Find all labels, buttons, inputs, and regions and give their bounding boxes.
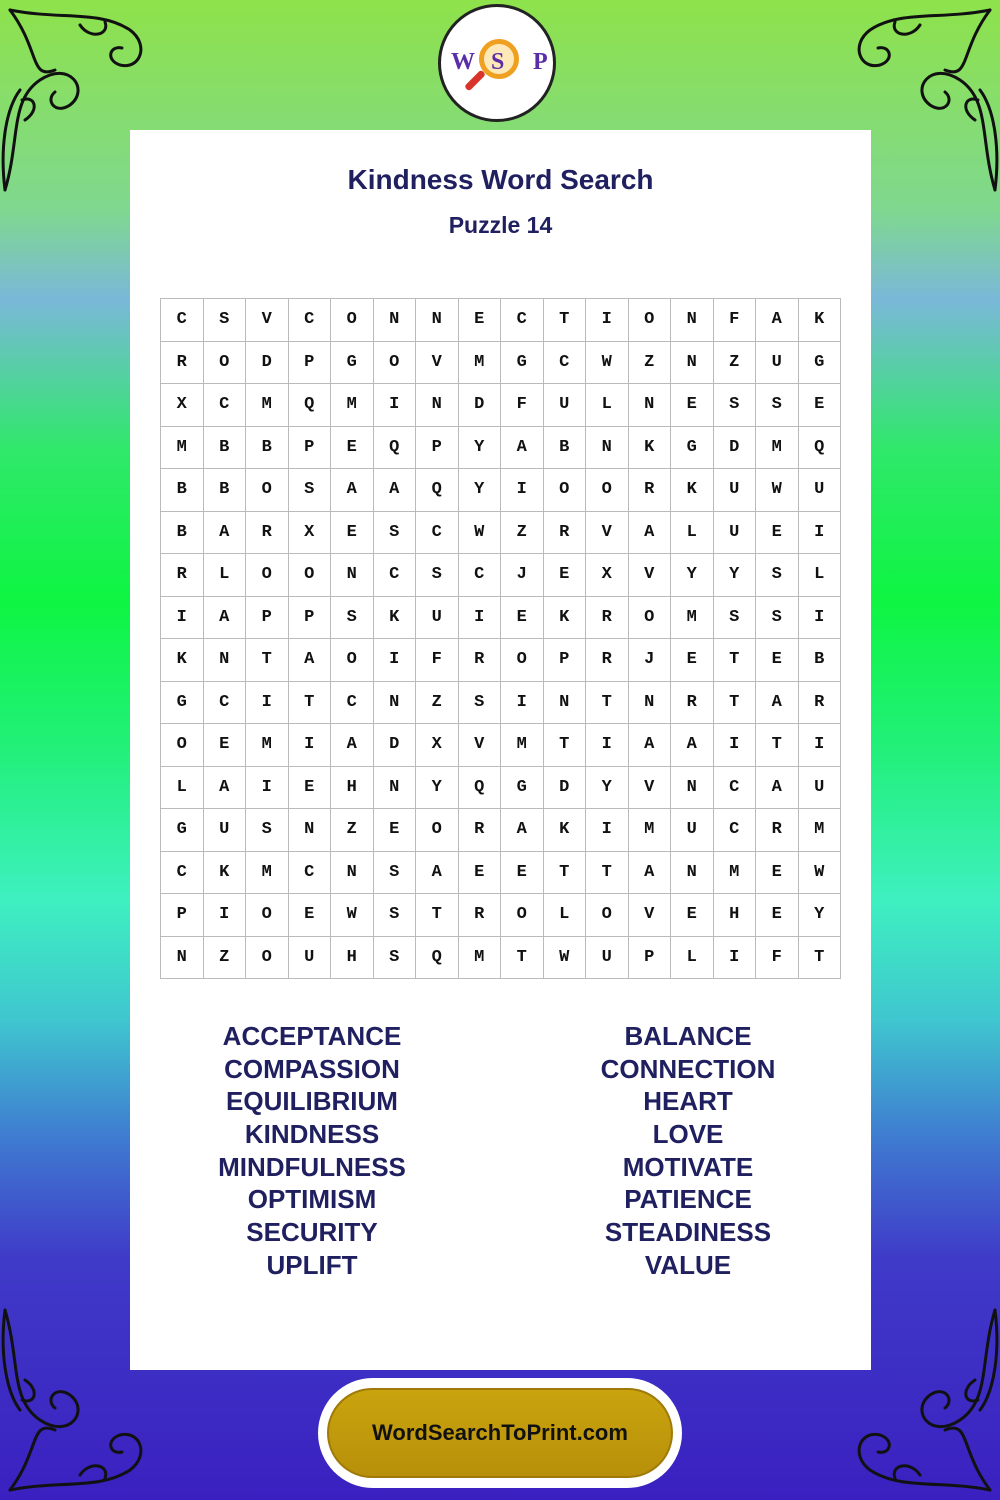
grid-cell: L <box>161 767 204 810</box>
grid-cell: A <box>756 299 799 342</box>
word-list-right <box>538 1020 838 1282</box>
grid-cell: O <box>204 342 247 385</box>
grid-cell: V <box>459 724 502 767</box>
grid-cell: G <box>161 682 204 725</box>
grid-cell: Y <box>586 767 629 810</box>
grid-cell: I <box>714 724 757 767</box>
grid-cell: S <box>374 937 417 980</box>
footer-text: WordSearchToPrint.com <box>372 1420 628 1445</box>
grid-cell: C <box>289 299 332 342</box>
grid-cell: F <box>756 937 799 980</box>
grid-cell: T <box>289 682 332 725</box>
grid-cell: X <box>161 384 204 427</box>
grid-cell: A <box>756 767 799 810</box>
grid-cell: R <box>671 682 714 725</box>
grid-cell: E <box>671 894 714 937</box>
grid-cell: R <box>246 512 289 555</box>
grid-cell: C <box>459 554 502 597</box>
grid-cell: K <box>544 809 587 852</box>
word-list-left <box>162 1020 462 1282</box>
grid-cell: U <box>586 937 629 980</box>
grid-cell: L <box>671 937 714 980</box>
grid-cell: E <box>756 512 799 555</box>
grid-cell: F <box>714 299 757 342</box>
word-list-item: LOVE <box>652 1119 724 1150</box>
grid-cell: Z <box>416 682 459 725</box>
grid-cell: G <box>799 342 842 385</box>
grid-cell: U <box>714 469 757 512</box>
grid-cell: C <box>501 299 544 342</box>
grid-cell: E <box>501 597 544 640</box>
grid-cell: S <box>459 682 502 725</box>
grid-cell: A <box>756 682 799 725</box>
grid-cell: D <box>714 427 757 470</box>
grid-cell: M <box>671 597 714 640</box>
grid-cell: M <box>501 724 544 767</box>
grid-cell: M <box>246 724 289 767</box>
grid-cell: O <box>501 894 544 937</box>
grid-cell: Y <box>416 767 459 810</box>
grid-cell: V <box>629 767 672 810</box>
grid-cell: R <box>161 342 204 385</box>
grid-cell: L <box>204 554 247 597</box>
grid-cell: P <box>544 639 587 682</box>
grid-cell: N <box>374 299 417 342</box>
word-list-item: HEART <box>643 1086 733 1117</box>
grid-cell: C <box>289 852 332 895</box>
grid-cell: B <box>246 427 289 470</box>
grid-cell: O <box>586 469 629 512</box>
grid-cell: U <box>204 809 247 852</box>
grid-cell: W <box>799 852 842 895</box>
grid-cell: B <box>204 469 247 512</box>
grid-cell: I <box>586 299 629 342</box>
grid-cell: F <box>416 639 459 682</box>
grid-cell: Q <box>459 767 502 810</box>
grid-cell: C <box>204 682 247 725</box>
grid-cell: T <box>799 937 842 980</box>
grid-cell: K <box>544 597 587 640</box>
grid-cell: N <box>374 767 417 810</box>
grid-cell: T <box>756 724 799 767</box>
word-list-item: PATIENCE <box>624 1184 752 1215</box>
grid-cell: A <box>204 512 247 555</box>
grid-cell: Y <box>714 554 757 597</box>
grid-cell: N <box>586 427 629 470</box>
grid-cell: N <box>671 852 714 895</box>
grid-cell: C <box>331 682 374 725</box>
grid-cell: Z <box>331 809 374 852</box>
grid-cell: I <box>459 597 502 640</box>
grid-cell: J <box>501 554 544 597</box>
grid-cell: R <box>459 639 502 682</box>
grid-cell: T <box>501 937 544 980</box>
grid-cell: I <box>586 724 629 767</box>
grid-cell: E <box>331 427 374 470</box>
grid-cell: J <box>629 639 672 682</box>
grid-cell: M <box>459 937 502 980</box>
grid-cell: U <box>799 767 842 810</box>
grid-cell: H <box>331 767 374 810</box>
grid-cell: T <box>714 639 757 682</box>
word-list-item: CONNECTION <box>600 1053 776 1084</box>
grid-cell: Y <box>799 894 842 937</box>
grid-cell: T <box>544 724 587 767</box>
grid-cell: I <box>501 682 544 725</box>
grid-cell: P <box>416 427 459 470</box>
grid-cell: O <box>289 554 332 597</box>
grid-cell: R <box>586 639 629 682</box>
grid-cell: Q <box>416 937 459 980</box>
grid-cell: O <box>246 469 289 512</box>
grid-cell: R <box>459 894 502 937</box>
grid-cell: W <box>331 894 374 937</box>
grid-cell: M <box>714 852 757 895</box>
grid-cell: N <box>671 299 714 342</box>
grid-cell: I <box>501 469 544 512</box>
grid-cell: K <box>671 469 714 512</box>
word-list-item: MOTIVATE <box>622 1151 754 1182</box>
grid-cell: T <box>246 639 289 682</box>
grid-cell: H <box>331 937 374 980</box>
grid-cell: Z <box>204 937 247 980</box>
grid-cell: R <box>629 469 672 512</box>
grid-cell: M <box>246 852 289 895</box>
grid-cell: L <box>586 384 629 427</box>
grid-cell: A <box>629 852 672 895</box>
grid-cell: C <box>161 852 204 895</box>
grid-cell: D <box>459 384 502 427</box>
grid-cell: D <box>374 724 417 767</box>
grid-cell: I <box>374 384 417 427</box>
grid-cell: C <box>714 809 757 852</box>
puzzle-sheet <box>130 130 871 1370</box>
grid-cell: M <box>246 384 289 427</box>
grid-cell: T <box>586 682 629 725</box>
word-list-item: SECURITY <box>246 1217 378 1248</box>
grid-cell: E <box>671 384 714 427</box>
grid-cell: E <box>501 852 544 895</box>
grid-cell: M <box>161 427 204 470</box>
grid-cell: O <box>374 342 417 385</box>
grid-cell: E <box>374 809 417 852</box>
grid-cell: K <box>374 597 417 640</box>
grid-cell: N <box>204 639 247 682</box>
grid-cell: E <box>204 724 247 767</box>
grid-cell: A <box>289 639 332 682</box>
grid-cell: S <box>374 512 417 555</box>
grid-cell: O <box>629 597 672 640</box>
grid-cell: S <box>289 469 332 512</box>
grid-cell: O <box>416 809 459 852</box>
grid-cell: K <box>799 299 842 342</box>
grid-cell: A <box>204 597 247 640</box>
grid-cell: C <box>161 299 204 342</box>
grid-cell: N <box>629 682 672 725</box>
grid-cell: I <box>289 724 332 767</box>
grid-cell: V <box>629 894 672 937</box>
grid-cell: R <box>756 809 799 852</box>
grid-cell: A <box>331 724 374 767</box>
grid-cell: G <box>501 342 544 385</box>
grid-cell: I <box>586 809 629 852</box>
grid-cell: S <box>416 554 459 597</box>
grid-cell: D <box>544 767 587 810</box>
grid-cell: T <box>416 894 459 937</box>
footer-link[interactable] <box>327 1388 673 1478</box>
grid-cell: E <box>459 852 502 895</box>
grid-cell: P <box>289 342 332 385</box>
grid-cell: B <box>799 639 842 682</box>
grid-cell: A <box>629 512 672 555</box>
grid-cell: O <box>331 299 374 342</box>
grid-cell: G <box>331 342 374 385</box>
grid-cell: E <box>459 299 502 342</box>
grid-cell: M <box>629 809 672 852</box>
word-list-item: STEADINESS <box>604 1217 772 1248</box>
grid-cell: G <box>671 427 714 470</box>
grid-cell: R <box>459 809 502 852</box>
grid-cell: Q <box>289 384 332 427</box>
grid-cell: O <box>331 639 374 682</box>
grid-cell: F <box>501 384 544 427</box>
grid-cell: U <box>416 597 459 640</box>
grid-cell: K <box>161 639 204 682</box>
grid-cell: N <box>671 767 714 810</box>
grid-cell: S <box>374 894 417 937</box>
grid-cell: I <box>161 597 204 640</box>
grid-cell: I <box>799 597 842 640</box>
grid-cell: N <box>331 554 374 597</box>
grid-cell: P <box>161 894 204 937</box>
grid-cell: Q <box>416 469 459 512</box>
word-list-item: OPTIMISM <box>247 1184 377 1215</box>
grid-cell: N <box>416 299 459 342</box>
grid-cell: W <box>756 469 799 512</box>
grid-cell: Q <box>374 427 417 470</box>
grid-cell: S <box>374 852 417 895</box>
grid-cell: N <box>544 682 587 725</box>
grid-cell: V <box>629 554 672 597</box>
grid-cell: X <box>416 724 459 767</box>
grid-cell: U <box>799 469 842 512</box>
grid-cell: R <box>544 512 587 555</box>
grid-cell: C <box>544 342 587 385</box>
grid-cell: I <box>246 682 289 725</box>
puzzle-number: Puzzle 14 <box>448 212 553 238</box>
grid-cell: N <box>416 384 459 427</box>
logo-letter-s: S <box>491 49 505 75</box>
grid-cell: S <box>756 554 799 597</box>
grid-cell: R <box>799 682 842 725</box>
grid-cell: B <box>161 512 204 555</box>
grid-cell: S <box>714 597 757 640</box>
grid-cell: B <box>544 427 587 470</box>
grid-cell: D <box>246 342 289 385</box>
grid-cell: Y <box>459 469 502 512</box>
grid-cell: Z <box>714 342 757 385</box>
grid-cell: E <box>756 852 799 895</box>
grid-cell: P <box>246 597 289 640</box>
grid-cell: U <box>289 937 332 980</box>
grid-cell: U <box>544 384 587 427</box>
grid-cell: M <box>756 427 799 470</box>
word-list-item: BALANCE <box>624 1021 752 1051</box>
grid-cell: G <box>161 809 204 852</box>
grid-cell: T <box>544 852 587 895</box>
grid-cell: X <box>586 554 629 597</box>
grid-cell: A <box>374 469 417 512</box>
word-list-item: EQUILIBRIUM <box>226 1086 398 1117</box>
grid-cell: V <box>246 299 289 342</box>
grid-cell: A <box>416 852 459 895</box>
grid-cell: O <box>246 937 289 980</box>
grid-cell: P <box>289 427 332 470</box>
grid-cell: L <box>544 894 587 937</box>
grid-cell: S <box>756 384 799 427</box>
grid-cell: N <box>374 682 417 725</box>
grid-cell: T <box>544 299 587 342</box>
grid-cell: Z <box>629 342 672 385</box>
grid-cell: K <box>204 852 247 895</box>
grid-cell: U <box>671 809 714 852</box>
grid-cell: E <box>671 639 714 682</box>
word-list-item: COMPASSION <box>224 1053 400 1084</box>
grid-cell: B <box>204 427 247 470</box>
grid-cell: T <box>586 852 629 895</box>
grid-cell: W <box>459 512 502 555</box>
word-list-item: UPLIFT <box>266 1249 358 1280</box>
grid-cell: O <box>161 724 204 767</box>
grid-cell: O <box>501 639 544 682</box>
word-list-item: ACCEPTANCE <box>222 1021 402 1051</box>
grid-cell: Y <box>459 427 502 470</box>
grid-cell: K <box>629 427 672 470</box>
grid-cell: M <box>459 342 502 385</box>
word-list-item: MINDFULNESS <box>218 1151 406 1182</box>
grid-cell: Y <box>671 554 714 597</box>
grid-cell: S <box>331 597 374 640</box>
logo-letter-w: W <box>451 49 475 75</box>
grid-cell: S <box>714 384 757 427</box>
grid-cell: A <box>501 809 544 852</box>
grid-cell: I <box>246 767 289 810</box>
grid-cell: A <box>671 724 714 767</box>
grid-cell: E <box>756 639 799 682</box>
grid-cell: E <box>544 554 587 597</box>
grid-cell: N <box>629 384 672 427</box>
grid-cell: O <box>246 894 289 937</box>
grid-cell: B <box>161 469 204 512</box>
grid-cell: E <box>289 894 332 937</box>
grid-cell: C <box>374 554 417 597</box>
grid-cell: C <box>204 384 247 427</box>
grid-cell: V <box>586 512 629 555</box>
grid-cell: M <box>799 809 842 852</box>
grid-cell: E <box>289 767 332 810</box>
grid-cell: I <box>799 724 842 767</box>
grid-cell: R <box>586 597 629 640</box>
grid-cell: L <box>799 554 842 597</box>
grid-cell: M <box>331 384 374 427</box>
grid-cell: Z <box>501 512 544 555</box>
grid-cell: A <box>204 767 247 810</box>
grid-cell: C <box>416 512 459 555</box>
grid-cell: N <box>331 852 374 895</box>
grid-cell: O <box>586 894 629 937</box>
letter-grid <box>160 298 841 979</box>
grid-cell: H <box>714 894 757 937</box>
grid-cell: T <box>714 682 757 725</box>
grid-cell: N <box>671 342 714 385</box>
grid-cell: U <box>714 512 757 555</box>
grid-cell: I <box>204 894 247 937</box>
grid-cell: V <box>416 342 459 385</box>
word-list-item: KINDNESS <box>244 1119 380 1150</box>
grid-cell: P <box>289 597 332 640</box>
grid-cell: X <box>289 512 332 555</box>
grid-cell: I <box>714 937 757 980</box>
grid-cell: U <box>756 342 799 385</box>
grid-cell: A <box>501 427 544 470</box>
grid-cell: I <box>374 639 417 682</box>
grid-cell: I <box>799 512 842 555</box>
grid-cell: Q <box>799 427 842 470</box>
footer-badge <box>318 1378 682 1488</box>
logo-letter-p: P <box>533 49 548 75</box>
grid-cell: E <box>331 512 374 555</box>
grid-cell: S <box>756 597 799 640</box>
page-title: Kindness Word Search <box>347 164 654 195</box>
grid-cell: R <box>161 554 204 597</box>
grid-cell: O <box>544 469 587 512</box>
grid-cell: N <box>161 937 204 980</box>
grid-cell: G <box>501 767 544 810</box>
word-list-item: VALUE <box>644 1249 732 1280</box>
grid-cell: E <box>799 384 842 427</box>
grid-cell: N <box>289 809 332 852</box>
grid-cell: C <box>714 767 757 810</box>
grid-cell: W <box>586 342 629 385</box>
grid-cell: O <box>246 554 289 597</box>
grid-cell: S <box>204 299 247 342</box>
grid-cell: A <box>629 724 672 767</box>
grid-cell: L <box>671 512 714 555</box>
grid-cell: S <box>246 809 289 852</box>
wsp-logo <box>438 4 556 122</box>
grid-cell: E <box>756 894 799 937</box>
grid-cell: W <box>544 937 587 980</box>
grid-cell: P <box>629 937 672 980</box>
grid-cell: A <box>331 469 374 512</box>
grid-cell: O <box>629 299 672 342</box>
